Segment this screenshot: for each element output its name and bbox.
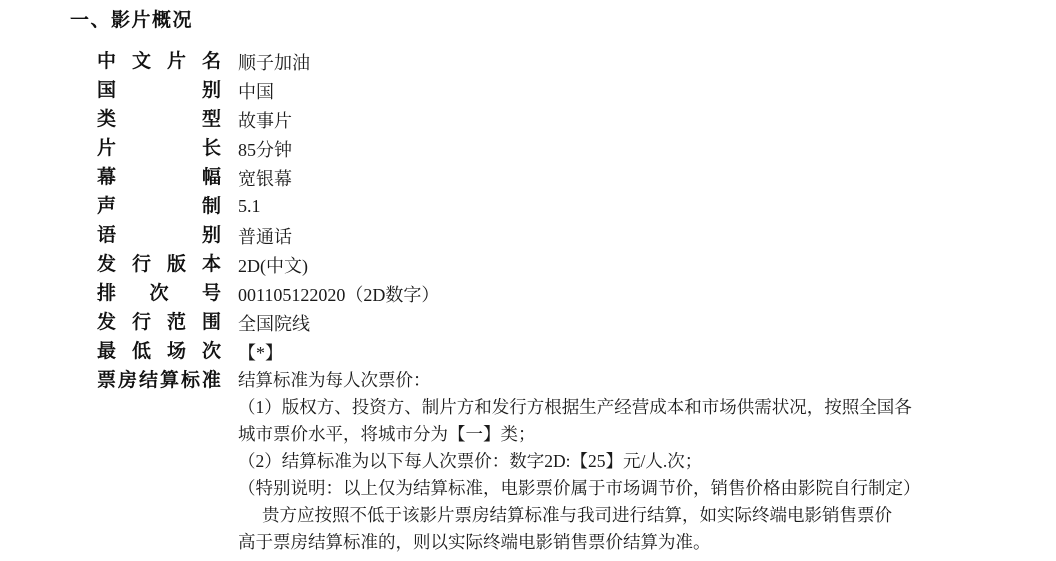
settlement-line: （2）结算标准为以下每人次票价：数字2D:【25】元/人.次； (238, 451, 703, 471)
settlement-line: 高于票房结算标准的，则以实际终端电影销售票价结算为准。 (238, 532, 711, 552)
settlement-paragraph (238, 367, 921, 556)
field-value: 顺子加油 (238, 52, 310, 73)
field-label: 发 行 版 本 (97, 254, 221, 275)
field-label: 语 别 (97, 225, 221, 246)
settlement-line: 城市票价水平，将城市分为【一】类； (238, 424, 536, 444)
field-label: 片 长 (97, 138, 221, 159)
field-value: 85分钟 (238, 139, 292, 160)
field-value: 全国院线 (238, 313, 310, 334)
field-value: 中国 (238, 81, 274, 102)
field-value: 2D(中文) (238, 255, 308, 276)
field-label: 排 次 号 (97, 283, 221, 304)
field-label: 发 行 范 围 (97, 312, 221, 333)
field-row-minimum-screenings (97, 337, 1056, 366)
field-row-sound-format (97, 192, 1056, 221)
field-row-country (97, 76, 1056, 105)
field-label: 中 文 片 名 (97, 51, 221, 72)
settlement-line: （1）版权方、投资方、制片方和发行方根据生产经营成本和市场供需状况，按照全国各 (238, 397, 912, 417)
field-value: 故事片 (238, 110, 292, 131)
field-value: 普通话 (238, 226, 292, 247)
field-row-serial-number (97, 279, 1056, 308)
field-row-chinese-title (97, 47, 1056, 76)
field-row-release-scope (97, 308, 1056, 337)
field-label: 票 房 结 算 标 准 (97, 370, 221, 391)
field-row-language (97, 221, 1056, 250)
settlement-line: 贵方应按照不低于该影片票房结算标准与我司进行结算，如实际终端电影销售票价 (262, 505, 892, 525)
field-label: 类 型 (97, 109, 221, 130)
field-value: 【*】 (238, 342, 283, 363)
field-label: 幕 幅 (97, 167, 221, 188)
field-value: 001105122020（2D数字） (238, 284, 440, 305)
field-label: 最 低 场 次 (97, 341, 221, 362)
field-label: 声 制 (97, 196, 221, 217)
field-value: 5.1 (238, 196, 261, 216)
field-row-release-version (97, 250, 1056, 279)
settlement-line: 结算标准为每人次票价： (238, 370, 431, 390)
field-row-box-office-settlement (97, 367, 1056, 556)
settlement-line: （特别说明：以上仅为结算标准，电影票价属于市场调节价，销售价格由影院自行制定） (238, 478, 921, 498)
field-list (97, 47, 1056, 556)
section-title: 一、影片概况 (70, 10, 194, 31)
field-row-screen-format (97, 163, 1056, 192)
field-value: 宽银幕 (238, 168, 292, 189)
field-row-runtime (97, 134, 1056, 163)
field-row-genre (97, 105, 1056, 134)
field-label: 国 别 (97, 80, 221, 101)
